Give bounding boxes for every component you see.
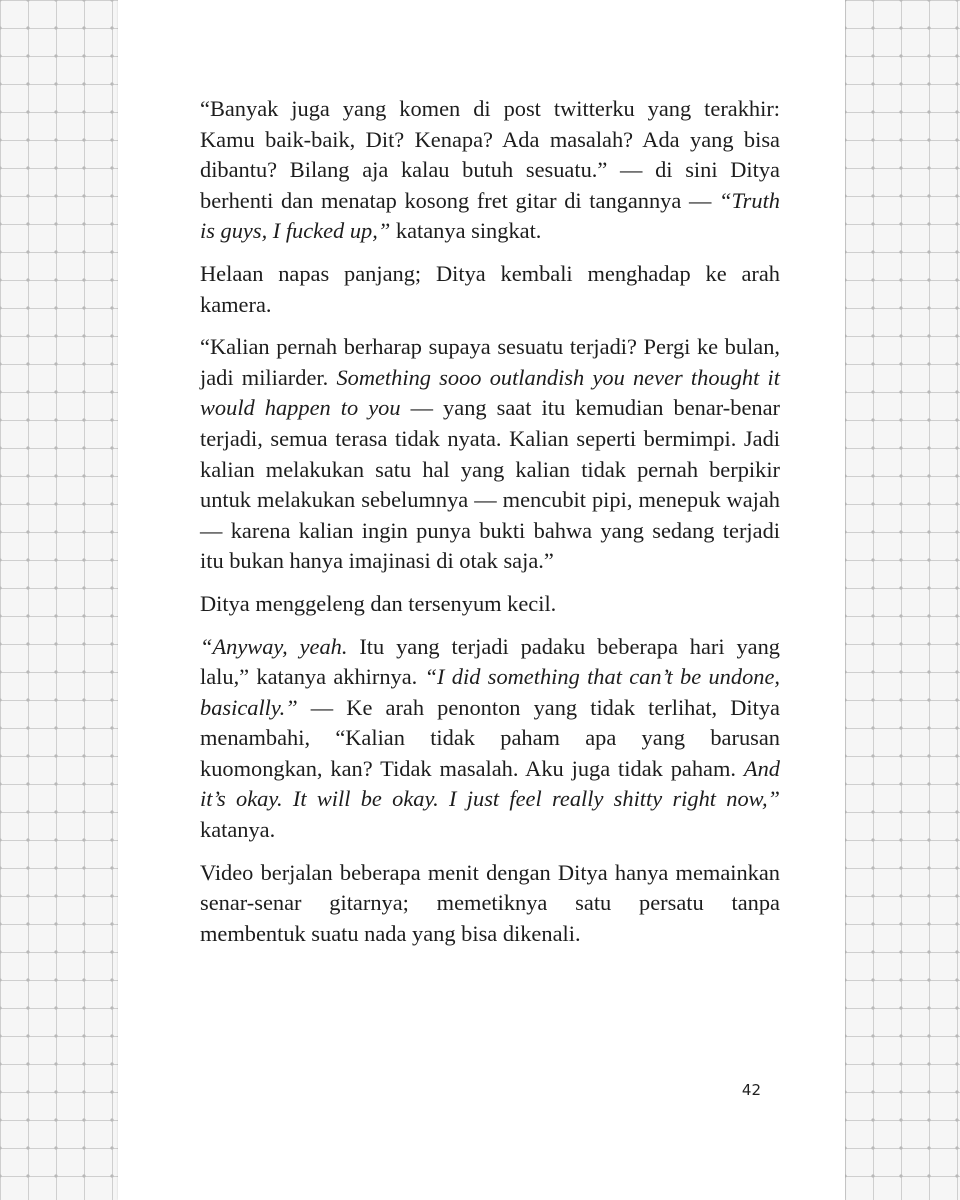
- paragraph-italic-text: “Anyway, yeah.: [200, 633, 348, 659]
- paragraph-italic-text: “I did something that can’t be undone, basically.”: [200, 664, 780, 720]
- page-body-text: [200, 94, 780, 961]
- book-page: [118, 0, 845, 1200]
- paragraph: [200, 589, 780, 620]
- paragraph-text: katanya.: [200, 817, 276, 843]
- paragraph-italic-text: “Truth is guys, I fucked up,”: [200, 187, 780, 244]
- paragraph: [200, 858, 780, 950]
- paragraph-italic-text: Something sooo outlandish you never thought it would happen to you: [200, 364, 780, 421]
- paragraph: [200, 332, 780, 577]
- paragraph-text: Itu yang terjadi padaku beberapa hari yang lalu,” katanya akhirnya.: [200, 633, 781, 690]
- paragraph-text: “Kalian pernah berharap supaya sesuatu terjadi? Pergi ke bulan, jadi miliarder.: [200, 334, 780, 390]
- paragraph-text: Helaan napas panjang; Ditya kembali menghadap ke arah kamera.: [200, 260, 780, 317]
- paragraph-italic-text: And it’s okay. It will be okay. I just feel really shitty right now,”: [200, 755, 780, 812]
- paragraph-text: Ditya menggeleng dan tersenyum kecil.: [200, 590, 557, 616]
- page-number: 42: [741, 1081, 761, 1099]
- grid-margin-left: [0, 0, 118, 1200]
- paragraph-text: katanya singkat.: [390, 218, 542, 244]
- grid-margin-right: [845, 0, 960, 1200]
- paragraph-text: — yang saat itu kemudian benar-benar terjadi, semua terasa tidak nyata. Kalian seperti bermimpi. Jadi kalian melakukan satu hal yang kalian tidak pernah berpikir untuk melakukan sebelumnya — mencubit pipi, menepuk wajah — karena kalian ingin punya bukti bahwa yang sedang terjadi itu bukan hanya imajinasi di otak saja.”: [200, 395, 780, 574]
- paragraph: [200, 259, 780, 320]
- paragraph-text: Video berjalan beberapa menit dengan Ditya hanya memainkan senar-senar gitarnya; memetiknya satu persatu tanpa membentuk suatu nada yang bisa dikenali.: [200, 859, 780, 946]
- paragraph-text: — Ke arah penonton yang tidak terlihat, Ditya menambahi, “Kalian tidak paham apa yang barusan kuomongkan, kan? Tidak masalah. Aku juga tidak paham.: [200, 694, 780, 781]
- paragraph-text: “Banyak juga yang komen di post twitterku yang terakhir: Kamu baik-baik, Dit? Kenapa? Ada masalah? Ada yang bisa dibantu? Bilang aja kalau butuh sesuatu.” — di sini Ditya berhenti dan menatap kosong fret gitar di tangannya —: [200, 96, 780, 213]
- paragraph: [200, 94, 780, 247]
- paragraph: [200, 632, 780, 846]
